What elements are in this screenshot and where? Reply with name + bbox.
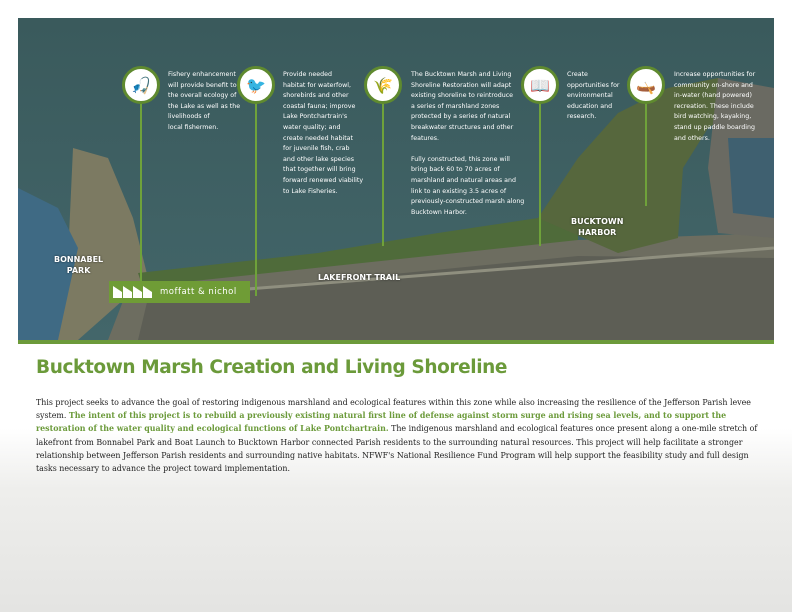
reading-person-icon: 📖 bbox=[521, 66, 559, 104]
divider-bar bbox=[18, 340, 774, 344]
logo-text: moffatt & nichol bbox=[160, 287, 237, 297]
leader-line bbox=[382, 86, 384, 246]
feature-text: The Bucktown Marsh and Living Shoreline Restoration will adapt existing shoreline to reintroduce a series of marshland zones protected by a series of natural breakwater structures and other features. Fully constructed, this zone will bring back 60 to 70 acres of marshland and natural areas and link to an existing 3.5 acres of previously-constructed marsh along Bucktown Harbor. bbox=[411, 71, 525, 216]
body-text: The indigenous marshland and ecological features once present along a one-mile stretch of lakefront from Bonnabel Park and Boat Launch to Bucktown Harbor connected Parish residents to the surrounding natural resources. This project will help facilitate a stronger relationship between Jefferson Parish residents and surrounding native habitats. NFWF's National Resilience Fund Program will help support the feasibility study and full design tasks necessary to advance the project toward implementation. bbox=[36, 424, 758, 474]
heron-bird-icon: 🐦 bbox=[237, 66, 275, 104]
feature-text: Create opportunities for environmental education and research. bbox=[567, 71, 620, 121]
project-description bbox=[36, 396, 766, 475]
leader-line bbox=[140, 86, 142, 296]
feature-text: Provide needed habitat for waterfowl, shorebirds and other coastal fauna; improve Lake Pontchartrain's water quality; and create needed habitat for juvenile fish, crab and other lake species that together will bring forward renewed viability to Lake Fisheries. bbox=[283, 71, 364, 195]
body-text: This project seeks to advance the goal of restoring indigenous marshland and ecological features within this zone while also increasing the resilience of the Jefferson Parish levee system. bbox=[36, 398, 751, 421]
label-bonnabel-park: BONNABEL PARK bbox=[54, 255, 104, 275]
page-title: Bucktown Marsh Creation and Living Shoreline bbox=[36, 357, 508, 378]
body-highlight: The intent of this project is to rebuild a previously existing natural first line of defense against storm surge and rising sea levels, and to support the restoration of the water quality and ecological functions of Lake Pontchartrain. bbox=[36, 411, 727, 434]
feature-text: Fishery enhancement will provide benefit to the overall ecology of the Lake as well as the livelihoods of local fishermen. bbox=[168, 71, 241, 131]
leader-line bbox=[645, 86, 647, 206]
aerial-site-map bbox=[18, 18, 774, 340]
label-lakefront-trail: LAKEFRONT TRAIL bbox=[318, 273, 401, 282]
logo-mark-icon bbox=[113, 286, 152, 298]
kayaker-icon: 🛶 bbox=[627, 66, 665, 104]
marsh-plant-icon: 🌾 bbox=[364, 66, 402, 104]
leader-line bbox=[539, 86, 541, 246]
label-bucktown-harbor: BUCKTOWN HARBOR bbox=[571, 217, 624, 237]
fish-hook-icon: 🎣 bbox=[122, 66, 160, 104]
leader-line bbox=[255, 86, 257, 296]
moffatt-nichol-logo bbox=[109, 281, 250, 303]
feature-text: Increase opportunities for community on-shore and in-water (hand powered) recreation. These include bird watching, kayaking, stand up paddle boarding and others. bbox=[674, 71, 756, 142]
